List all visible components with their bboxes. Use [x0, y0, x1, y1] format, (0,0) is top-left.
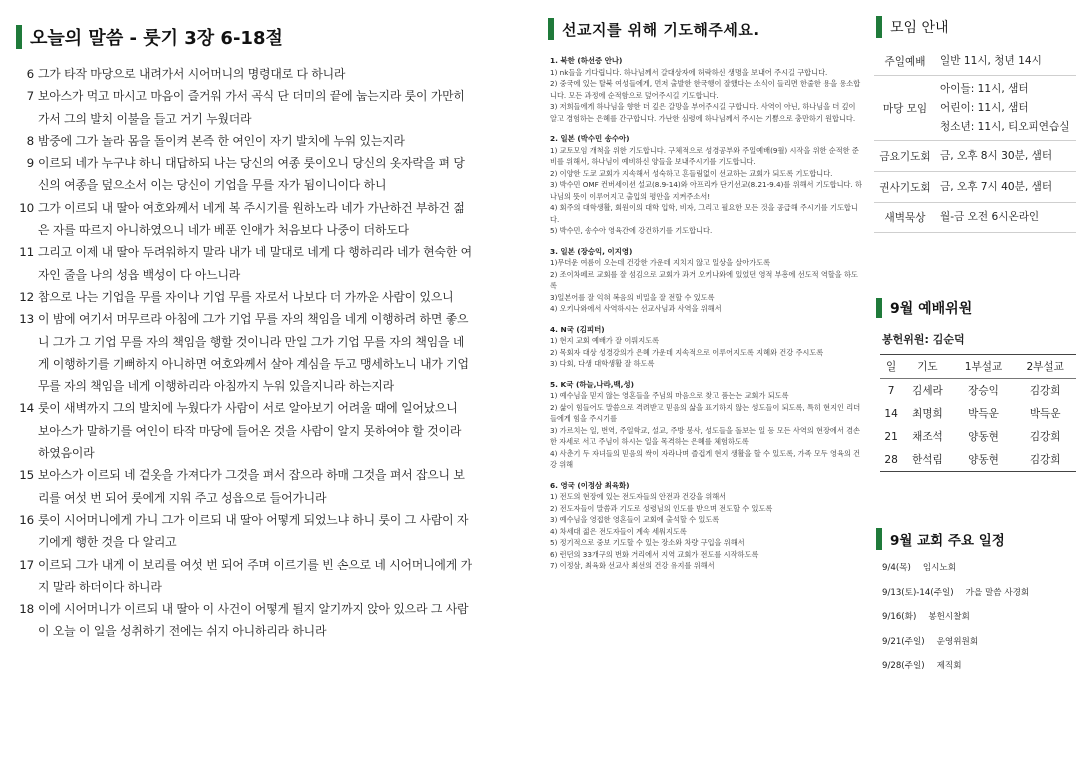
verse-number: 15	[19, 468, 34, 483]
meeting-detail	[936, 48, 1076, 76]
prayer-item: 1) 교토모임 개척을 위한 기도합니다. 구체적으로 성경공부와 주일예배(9월) 시작을 위한 순적한 준비를 위해서, 하나님이 예비하신 양들을 보내주시기를 기도합니다.	[550, 145, 859, 166]
schedule-event: 운영위원회	[936, 636, 979, 647]
verse-item	[18, 152, 518, 197]
verse-item	[18, 241, 518, 286]
schedule-item	[882, 586, 1029, 611]
verse-line: 보아스가 말하기를 여인이 타작 마당에 들어온 것을 사람이 알지 못하여야 할 것이라	[38, 423, 462, 438]
verse-number: 11	[19, 245, 34, 260]
duty-row	[880, 425, 1076, 448]
meeting-label: 주일예배	[874, 48, 936, 76]
verse-line: 지 말라 하더이다 하니라	[38, 579, 162, 594]
duty-row	[880, 402, 1076, 425]
verse-number: 9	[26, 156, 34, 171]
duty-prayer: 한석림	[902, 448, 953, 472]
prayer-title: 선교지를 위해 기도해주세요.	[562, 20, 760, 39]
prayer-item: 5) 박수민, 송수아 영육간에 강건하기를 기도합니다.	[550, 226, 713, 235]
verse-list	[18, 63, 518, 643]
schedule-event: 봉헌시찰회	[928, 612, 970, 622]
verse-line: 리를 여섯 번 되어 룻에게 지워 주고 성읍으로 들어가니라	[38, 490, 327, 505]
meeting-detail	[936, 76, 1076, 141]
heading-accent-bar	[876, 16, 882, 38]
prayer-item: 2) 이양한 도쿄 교회가 지속해서 성숙하고 흔들림없이 선교하는 교회가 되도록 기도합니다.	[550, 168, 833, 178]
prayer-item: 4) 오키나와에서 사역하시는 선교사님과 사역을 위해서	[550, 304, 722, 313]
duty-sermon1: 양동현	[968, 431, 999, 443]
verse-line: 하였음이라	[38, 446, 95, 461]
prayer-heading	[548, 18, 760, 40]
meeting-detail-line: 아이들: 11시, 샘터	[940, 82, 1029, 95]
duty-day: 14	[884, 407, 898, 420]
verse-line: 은 자를 따르지 아니하였으니 네가 베푼 인애가 처음보다 나중이 더하도다	[38, 223, 409, 238]
duty-row	[880, 448, 1076, 472]
verse-line: 밤중에 그가 놀라 몸을 돌이켜 본즉 한 여인이 자기 발치에 누워 있는지라	[38, 133, 405, 148]
meeting-detail	[936, 172, 1076, 203]
schedule-date: 9/4(목)	[882, 563, 911, 573]
duty-sermon1: 박득운	[968, 408, 999, 420]
meeting-row	[874, 203, 1076, 233]
verse-line: 이 오늘 이 일을 성취하기 전에는 쉬지 아니하리라 하니라	[38, 624, 327, 639]
verse-line: 그리고 이제 내 딸아 두려워하지 말라 내가 네 말대로 네게 다 행하리라 네가 현숙한 여	[38, 245, 472, 260]
prayer-item: 1) 예수님을 믿지 않는 영혼들을 주님의 마음으로 찾고 품는는 교회가 되도록	[550, 391, 789, 400]
verse-line: 보아스가 이르되 네 겉옷을 가져다가 그것을 펴서 잡으라 하매 그것을 펴서 잡으니 보	[38, 468, 465, 483]
verse-item	[18, 397, 518, 464]
duty-header-day: 일	[880, 355, 902, 379]
meetings-heading	[876, 16, 949, 38]
heading-accent-bar	[16, 25, 22, 49]
duty-day: 21	[884, 430, 898, 443]
verse-line: 룻이 시어머니에게 가니 그가 이르되 내 딸아 어떻게 되었느냐 하니 룻이 그 사람이 자	[38, 512, 469, 527]
verse-line: 그가 타작 마당으로 내려가서 시어머니의 명령대로 다 하니라	[38, 67, 346, 81]
duty-row	[880, 379, 1076, 403]
meeting-label: 권사기도회	[874, 172, 936, 203]
meeting-detail-line: 월-금 오전 6시온라인	[940, 211, 1040, 223]
heading-accent-bar	[548, 18, 554, 40]
schedule-item	[882, 561, 1029, 586]
worship-heading	[876, 298, 972, 318]
verse-number: 14	[19, 401, 34, 416]
meeting-row	[874, 76, 1076, 141]
verse-number: 8	[26, 133, 34, 148]
meeting-detail-line: 금, 오후 8시 30분, 샘터	[940, 149, 1053, 162]
verse-item	[18, 554, 518, 599]
prayer-item: 4) 사춘기 두 자녀들의 믿음의 싹이 자라나며 즐겁게 현지 생활을 할 수 있도록, 가족 모두 영육의 건강 위해	[550, 448, 861, 469]
worship-title: 9월 예배위원	[890, 301, 973, 317]
schedule-list	[882, 561, 1029, 684]
prayer-item: 1) 전도의 현장에 있는 전도자들의 안전과 건강을 위해서	[550, 492, 727, 501]
prayer-section	[550, 324, 862, 370]
meeting-label: 금요기도회	[874, 141, 936, 172]
verse-line: 게 이행하기를 기뻐하지 아니하면 여호와께서 살아 계심을 두고 맹세하노니 내가 기업	[38, 356, 469, 371]
schedule-date: 9/16(화)	[882, 612, 917, 622]
word-title: 오늘의 말씀 - 룻기 3장 6-18절	[30, 28, 283, 49]
verse-line: 이 밤에 여기서 머무르라 아침에 그가 기업 무를 자의 책임을 네게 이행하려 하면 좋으	[38, 312, 469, 327]
verse-item	[18, 464, 518, 509]
worship-duty-table	[880, 354, 1076, 472]
duty-sermon1: 양동현	[953, 448, 1015, 472]
verse-line: 보아스가 먹고 마시고 마음이 즐거워 가서 곡식 단 더미의 끝에 눕는지라 룻이 가만히	[38, 89, 465, 104]
meetings-table	[874, 48, 1076, 233]
duty-sermon2: 박득운	[1029, 408, 1061, 420]
prayer-section-title: 1. 북한 (하선증 안나)	[550, 56, 623, 65]
prayer-section-title: 3. 일본 (장승익, 이지영)	[550, 246, 633, 256]
schedule-event: 제직회	[936, 661, 962, 671]
duty-header-sermon2: 2부설교	[1014, 355, 1076, 379]
schedule-item	[882, 635, 1029, 660]
prayer-item: 3)일본어를 잘 익혀 복음의 비밀을 잘 전할 수 있도록	[550, 292, 715, 302]
meeting-detail-line: 어린이: 11시, 샘터	[940, 101, 1029, 114]
verse-line: 이르되 네가 누구냐 하니 대답하되 나는 당신의 여종 룻이오니 당신의 옷자락을 펴 당	[38, 156, 465, 171]
schedule-event: 가을 말씀 사경회	[965, 587, 1030, 598]
duty-sermon2: 김강희	[1014, 448, 1076, 472]
prayer-item: 4) 회주의 대학생활, 회원이의 대학 입학, 비자, 그리고 필요한 모든 것을 공급해 주시기를 기도합니다.	[550, 203, 858, 224]
verse-number: 6	[26, 67, 34, 81]
duty-sermon1: 장승익	[968, 385, 999, 397]
prayer-item: 3) 저희들에게 하나님을 향한 더 깊은 갈망을 부어주시길 구합니다. 사역이 아닌, 하나님을 더 깊이 알고 경험하는 은혜를 간구합니다. 가난한 심령에 하나님께서 주시는 기쁨으로 충만하기 원합니다.	[550, 102, 856, 123]
prayer-item: 2) 중국에 있는 탈북 여성들에게, 먼저 출발한 한국행이 잘했다는 소식이 들리면 한줄한 용을 용소합니다. 모든 과정에 순적함으로 덮어주시길 기도합니다.	[550, 79, 861, 100]
schedule-item	[882, 659, 1029, 684]
prayer-item: 2) 조이차페르 교회를 잘 섬김으로 교회가 과거 오키나와에 있었던 영적 부흥에 선도적 역할을 하도록	[550, 269, 858, 290]
verse-line: 가서 그의 발치 이불을 들고 거기 누웠더라	[38, 111, 252, 126]
prayer-item: 5) 정기적으로 중보 기도할 수 있는 장소와 차량 구입을 위해서	[550, 538, 745, 547]
prayer-item: 2) 삶이 힘들어도 말씀으로 격려받고 믿음의 삶을 표기하지 않는 성도들이 되도록, 특히 현지인 리더들에게 힘을 주시기를	[550, 402, 861, 423]
prayer-section	[550, 480, 862, 572]
duty-sermon2: 김강희	[1029, 385, 1061, 397]
verse-line: 이르되 그가 내게 이 보리를 여섯 번 되어 주며 이르기를 빈 손으로 네 시어머니에게 가	[38, 557, 472, 572]
verse-line: 무를 자의 책임을 네게 이행하리라 아침까지 누워 있을지니라 하는지라	[38, 379, 394, 394]
verse-item	[18, 509, 518, 554]
meeting-detail-line: 금, 오후 7시 40분, 샘터	[940, 180, 1053, 193]
verse-number: 12	[19, 289, 34, 304]
verse-number: 18	[19, 602, 34, 617]
verse-line: 그가 이르되 내 딸아 여호와께서 네게 복 주시기를 원하노라 네가 가난하건 부하건 젊	[38, 200, 465, 215]
offering-committee: 봉헌위원: 김순덕	[882, 333, 965, 346]
duty-day: 7	[887, 384, 895, 397]
meeting-label: 마당 모임	[874, 76, 936, 141]
duty-prayer: 최명희	[912, 408, 943, 420]
prayer-section	[550, 55, 862, 124]
verse-item	[18, 286, 518, 308]
prayer-section-title: 2. 일본 (박수민 송수아)	[550, 134, 630, 143]
word-heading	[16, 24, 283, 50]
schedule-title: 9월 교회 주요 일정	[890, 533, 1005, 549]
verse-line: 기에게 행한 것을 다 알리고	[38, 535, 177, 550]
verse-line: 이에 시어머니가 이르되 내 딸아 이 사건이 어떻게 될지 알기까지 앉아 있으라 그 사람	[38, 602, 469, 617]
prayer-section	[550, 133, 862, 237]
schedule-date: 9/21(주일)	[882, 636, 925, 647]
prayer-list	[550, 55, 862, 581]
heading-accent-bar	[876, 528, 882, 550]
prayer-item: 1) nk들을 기다립니다. 하나님께서 갈대상자에 허락하신 생명을 보내어 주시길 구합니다.	[550, 67, 828, 77]
verse-line: 룻이 새벽까지 그의 발치에 누웠다가 사람이 서로 알아보기 어려울 때에 일어났으니	[38, 401, 458, 416]
schedule-event: 임시노회	[922, 563, 957, 573]
prayer-item: 4) 차세대 젊은 전도자들이 계속 세워지도록	[550, 526, 687, 536]
verse-line: 자인 줄을 나의 성읍 백성이 다 아느니라	[38, 267, 241, 282]
meeting-row	[874, 172, 1076, 203]
meeting-label: 새벽묵상	[874, 203, 936, 233]
heading-accent-bar	[876, 298, 882, 318]
verse-number: 13	[19, 312, 34, 327]
prayer-item: 2) 전도자들이 말씀과 기도로 성령님의 인도를 받으며 전도할 수 있도록	[550, 503, 773, 513]
verse-item	[18, 197, 518, 242]
schedule-item	[882, 610, 1029, 635]
verse-number: 17	[19, 557, 34, 572]
duty-day: 28	[880, 448, 902, 472]
duty-sermon2: 김강희	[1029, 431, 1061, 443]
prayer-item: 1)무더운 여름이 오는데 건강한 가운데 지치지 않고 일상을 살아가도록	[550, 258, 771, 267]
meeting-detail-line: 청소년: 11시, 티오피연습실	[940, 120, 1070, 133]
duty-prayer: 채조석	[912, 431, 943, 443]
verse-item	[18, 308, 518, 397]
prayer-section	[550, 246, 862, 315]
prayer-section-title: 5. K국 (하늘,나라,백,성)	[550, 379, 634, 389]
prayer-section	[550, 379, 862, 471]
verse-item	[18, 598, 518, 643]
prayer-item: 3) 다회, 다생 대학생활 잘 하도록	[550, 359, 655, 368]
prayer-item: 3) 가르치는 일, 번역, 주일학교, 설교, 주방 봉사, 성도들을 돌보는 일 등 모든 사역의 현장에서 겸손한 자세로 서고 주님이 하시는 일을 목격하는 은혜를 체험하도록	[550, 425, 860, 446]
meeting-row	[874, 141, 1076, 172]
duty-header-sermon1: 1부설교	[953, 355, 1015, 379]
prayer-item: 7) 이정삼, 최육화 선교사 최선의 건강 유지를 위해서	[550, 561, 715, 570]
prayer-section-title: 4. N국 (김피터)	[550, 324, 605, 334]
schedule-date: 9/13(토)-14(주일)	[882, 587, 954, 598]
meetings-title: 모임 안내	[890, 20, 949, 36]
prayer-item: 1) 현지 교회 예배가 잘 이뤄지도록	[550, 336, 660, 345]
duty-prayer: 김세라	[912, 385, 943, 397]
meeting-row	[874, 48, 1076, 76]
verse-line: 니 그가 그 기업 무를 자의 책임을 행할 것이니라 만일 그가 기업 무를 자의 책임을 네	[38, 334, 465, 349]
schedule-date: 9/28(주일)	[882, 661, 925, 671]
prayer-item: 3) 박수민 OMF 컨버세이션 설교(8.9-14)와 아프리카 단기선교(8.21-9.4)를 위해서 기도합니다. 하나님의 뜻이 이루어지고 출입의 평안을 지켜주소서!	[550, 180, 862, 201]
prayer-item: 6) 런던의 33개구의 번화 거리에서 지역 교회가 전도를 시작하도록	[550, 549, 759, 559]
verse-line: 신의 여종을 덮으소서 이는 당신이 기업을 무를 자가 됨이니이다 하니	[38, 178, 387, 193]
meeting-detail-line: 일반 11시, 청년 14시	[940, 55, 1042, 67]
verse-number: 10	[19, 200, 34, 215]
verse-item	[18, 85, 518, 130]
prayer-section-title: 6. 영국 (이정삼 최육화)	[550, 480, 630, 490]
verse-line: 참으로 나는 기업을 무를 자이나 기업 무를 자로서 나보다 더 가까운 사람이 있으니	[38, 289, 454, 304]
schedule-heading	[876, 528, 1005, 550]
verse-item	[18, 130, 518, 152]
duty-header-prayer: 기도	[902, 355, 953, 379]
meeting-detail	[936, 203, 1076, 233]
verse-number: 7	[26, 89, 34, 104]
verse-number: 16	[19, 512, 34, 527]
verse-item	[18, 63, 518, 85]
meeting-detail	[936, 141, 1076, 172]
prayer-item: 2) 목회자 대상 성경강의가 은혜 가운데 지속적으로 이루어지도록 지혜와 건강 주시도록	[550, 347, 824, 357]
prayer-item: 3) 예수님을 영접한 영혼들이 교회에 출석할 수 있도록	[550, 515, 720, 524]
